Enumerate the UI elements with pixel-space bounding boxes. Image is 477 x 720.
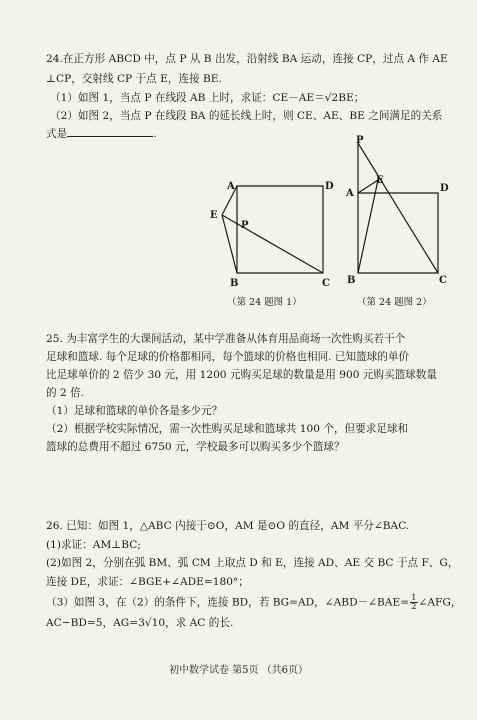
fraction-half bbox=[410, 594, 417, 611]
fig1-label-b: B bbox=[230, 278, 239, 289]
fraction-numerator: 1 bbox=[411, 593, 417, 603]
fig1-label-a: A bbox=[227, 181, 235, 192]
q26-line-1: 26. 已知：如图 1，△ABC 内接于⊙O，AM 是⊙O 的直径，AM 平分∠BAC. bbox=[46, 520, 410, 532]
q26-line-5-suffix: ∠AFG， bbox=[418, 596, 462, 609]
q24-line-1: 24.在正方形 ABCD 中，点 P 从 B 出发，沿射线 BA 运动，连接 CP，过点 A 作 AE bbox=[46, 53, 448, 65]
q24-line-5-suffix: . bbox=[153, 128, 157, 140]
q24-line-5-prefix: 式是 bbox=[46, 128, 68, 140]
q25-line-4: 的 2 倍. bbox=[46, 387, 85, 399]
square-abcd bbox=[358, 193, 438, 273]
square-abcd bbox=[237, 186, 323, 273]
fraction-denominator: 2 bbox=[411, 602, 417, 612]
q26-line-4: 连接 DE，求证：∠BGE+∠ADE=180°； bbox=[46, 576, 249, 588]
line-ae bbox=[358, 180, 378, 193]
fig1-label-p: P bbox=[241, 220, 249, 231]
q26-line-6: AC−BD=5，AG=3√10，求 AC 的长. bbox=[46, 617, 234, 629]
q24-line-2: ⊥CP，交射线 CP 于点 E，连接 BE. bbox=[46, 73, 222, 85]
fig2-label-p: P bbox=[356, 135, 364, 146]
q25-line-7: 篮球的总费用不超过 6750 元，学校最多可以购买多少个篮球？ bbox=[46, 441, 345, 453]
q25-line-5: （1）足球和篮球的单价各是多少元？ bbox=[46, 405, 223, 417]
fig2-label-d: D bbox=[440, 183, 449, 194]
page-footer: 初中数学试卷 第5页 （共6页） bbox=[168, 665, 309, 676]
q25-line-6: （2）根据学校实际情况，需一次性购买足球和篮球共 100 个，但要求足球和 bbox=[46, 423, 409, 435]
q26-line-5 bbox=[46, 594, 461, 611]
fig1-label-c: C bbox=[322, 278, 330, 289]
fig2-label-c: C bbox=[439, 275, 447, 286]
fig2-label-e: E bbox=[376, 175, 384, 186]
fig1-caption: （第 24 题图 1） bbox=[227, 297, 302, 308]
q24-line-4: （2）如图 2，当点 P 在线段 BA 的延长线上时，则 CE、AE、BE 之间满足的关系 bbox=[50, 110, 443, 122]
answer-blank[interactable] bbox=[67, 127, 153, 137]
fig2-label-a: A bbox=[346, 188, 354, 199]
line-pc bbox=[358, 143, 438, 273]
q25-line-1: 25. 为丰富学生的大课间活动，某中学准备从体育用品商场一次性购买若干个 bbox=[46, 333, 406, 345]
q24-line-3: （1）如图 1，当点 P 在线段 AB 上时，求证：CE－AE＝√2BE； bbox=[50, 92, 365, 104]
line-be bbox=[358, 180, 378, 273]
figure-24-2 bbox=[338, 135, 458, 295]
fig2-caption: （第 24 题图 2） bbox=[357, 297, 432, 308]
figure-24-1 bbox=[205, 178, 345, 293]
fig1-label-d: D bbox=[325, 181, 334, 192]
q25-line-2: 足球和篮球. 每个足球的价格都相同，每个篮球的价格也相同. 已知篮球的单价 bbox=[46, 351, 410, 363]
fig1-label-e: E bbox=[210, 210, 218, 221]
q24-line-5 bbox=[46, 127, 157, 141]
q26-line-5-prefix: （3）如图 3，在（2）的条件下，连接 BD，若 BG=AD，∠ABD－∠BAE= bbox=[46, 596, 410, 609]
fig2-label-b: B bbox=[347, 275, 356, 286]
q25-line-3: 比足球单价的 2 倍少 30 元，用 1200 元购买足球的数量是用 900 元购买篮球数量 bbox=[46, 369, 437, 381]
q26-line-2: (1)求证：AM⊥BC; bbox=[46, 539, 141, 551]
q26-line-3: (2)如图 2，分别在弧 BM、弧 CM 上取点 D 和 E，连接 AD、AE 交 BC 于点 F、G， bbox=[46, 557, 459, 569]
line-be bbox=[222, 215, 237, 273]
